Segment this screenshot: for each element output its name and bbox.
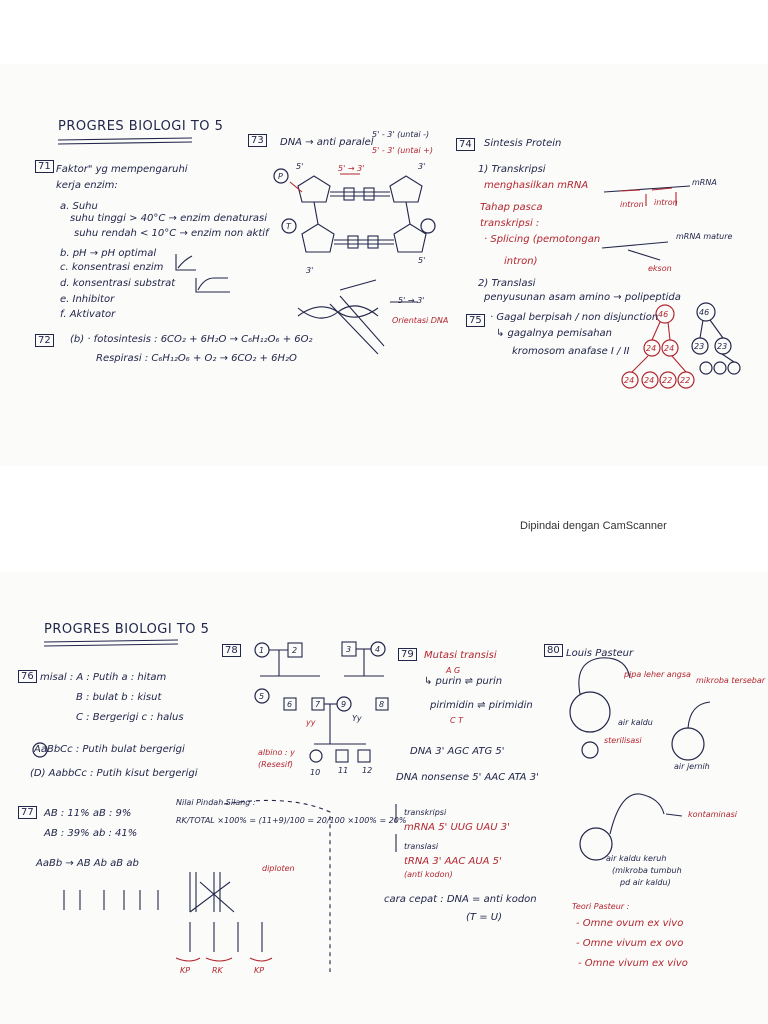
q73-label-5: 5'	[296, 162, 304, 171]
q80-teori-3: - Omne vivum ex vivo	[578, 958, 688, 969]
pedigree-label-2: 2	[292, 646, 298, 655]
q79-transkripsi: transkripsi	[404, 808, 447, 817]
q73-orient-label: 5' → 3'	[398, 296, 425, 305]
question-76-number: 76	[18, 670, 37, 683]
pedigree-label-1: 1	[259, 646, 265, 655]
q74-step-2a: penyusunan asam amino → polipeptida	[484, 292, 681, 303]
question-72-number: 72	[35, 334, 54, 347]
q74-mrna-mature: mRNA mature	[676, 232, 733, 241]
question-77-number: 77	[18, 806, 37, 819]
question-74-number: 74	[456, 138, 475, 151]
q74-heading: Sintesis Protein	[484, 138, 562, 149]
q80-sterilisasi: sterilisasi	[604, 736, 642, 745]
question-71-number: 71	[35, 160, 54, 173]
q74-step-1e: intron)	[504, 256, 538, 267]
pedigree-label-10: 10	[310, 768, 321, 777]
q73-arrow-label: 5' → 3'	[338, 164, 365, 173]
q73-strand-1: 5' - 3' (untai -)	[372, 130, 430, 139]
q77-line-2: AB : 39% ab : 41%	[44, 828, 138, 839]
q73-p-label: P	[278, 172, 283, 181]
q73-t-label: T	[286, 222, 291, 231]
pedigree-label-4: 4	[375, 645, 381, 654]
q71-item-d: d. konsentrasi substrat	[60, 278, 176, 289]
q75-cell-bottom-2: 24	[644, 376, 655, 385]
pedigree-label-7: 7	[315, 700, 321, 709]
q80-keruh-2: (mikroba tumbuh	[612, 866, 682, 875]
q74-ekson: ekson	[648, 264, 672, 273]
q74-step-1: 1) Transkripsi	[478, 164, 546, 175]
q79-line-2-sub: C T	[450, 716, 464, 725]
q71-heading-1: Faktor" yg mempengaruhi	[56, 164, 188, 175]
pedigree-label-6: 6	[287, 700, 293, 709]
q76-misal: misal : A : Putih a : hitam	[40, 672, 167, 683]
q80-leher-angsa: pipa leher angsa	[624, 670, 691, 679]
q78-albino: albino : y	[258, 748, 295, 757]
pedigree-label-12: 12	[362, 766, 373, 775]
pedigree-label-9: 9	[341, 700, 347, 709]
q79-line-1: ↳ purin ⇌ purin	[424, 676, 503, 687]
q76-gene-b: B : bulat b : kisut	[76, 692, 162, 703]
q80-air-jernih: air jernih	[674, 762, 710, 771]
page-title: PROGRES BIOLOGI TO 5	[58, 119, 224, 134]
q76-gene-c: C : Bergerigi c : halus	[76, 712, 184, 723]
q75-cell-bottom-1: 24	[624, 376, 635, 385]
question-75-number: 75	[466, 314, 485, 327]
q71-item-f: f. Aktivator	[60, 309, 116, 320]
q76-answer-2: (D) AabbCc : Putih kisut bergerigi	[30, 768, 198, 779]
q80-heading: Louis Pasteur	[566, 648, 634, 659]
q71-item-a2: suhu rendah < 10°C → enzim non aktif	[74, 228, 269, 239]
q75-cell-23a: 23	[694, 342, 705, 351]
q80-kontaminasi: kontaminasi	[688, 810, 738, 819]
q71-item-c: c. konsentrasi enzim	[60, 262, 164, 273]
q80-air-kaldu: air kaldu	[618, 718, 653, 727]
q72-line-1: (b) · fotosintesis : 6CO₂ + 6H₂O → C₆H₁₂O₆ + 6O₂	[70, 334, 313, 345]
q80-teori: Teori Pasteur :	[572, 902, 630, 911]
q75-line-3: kromosom anafase I / II	[512, 346, 630, 357]
q79-dna-nonsense: DNA nonsense 5' AAC ATA 3'	[396, 772, 539, 783]
pedigree-genotype-yy: yy	[306, 718, 316, 727]
q75-cell-24b: 24	[664, 344, 675, 353]
q75-cell-bottom-4: 22	[680, 376, 691, 385]
q79-dna: DNA 3' AGC ATG 5'	[410, 746, 505, 757]
q75-cell-23b: 23	[717, 342, 728, 351]
q75-line-1: · Gagal berpisah / non disjunction	[490, 312, 659, 323]
page-title-2: PROGRES BIOLOGI TO 5	[44, 622, 210, 637]
scanned-page-1	[0, 64, 768, 466]
q80-teori-2: - Omne vivum ex ovo	[576, 938, 684, 949]
q79-antikodon: (anti kodon)	[404, 870, 453, 879]
q77-nilai: Nilai Pindah Silang :	[176, 798, 256, 807]
q77-formula: RK/TOTAL ×100% = (11+9)/100 = 20/100 ×100% = 20%	[176, 816, 407, 825]
pedigree-label-5: 5	[259, 692, 265, 701]
q75-line-2: ↳ gagalnya pemisahan	[496, 328, 613, 339]
q80-keruh-1: air kaldu keruh	[606, 854, 667, 863]
q73-strand-2: 5' - 3' (untai +)	[372, 146, 433, 155]
question-79-number: 79	[398, 648, 417, 661]
q71-item-b: b. pH → pH optimal	[60, 248, 157, 259]
q75-cell-46-red: 46	[658, 310, 669, 319]
q79-translasi: translasi	[404, 842, 439, 851]
q77-kp-1: KP	[180, 966, 191, 975]
q75-cell-bottom-3: 22	[662, 376, 673, 385]
q71-item-e: e. Inhibitor	[60, 294, 115, 305]
q74-step-1b: Tahap pasca	[480, 202, 543, 213]
q74-step-2: 2) Translasi	[478, 278, 536, 289]
pedigree-label-8: 8	[379, 700, 385, 709]
q72-line-2: Respirasi : C₆H₁₂O₆ + O₂ → 6CO₂ + 6H₂O	[96, 353, 297, 364]
q77-cross: AaBb → AB Ab aB ab	[36, 858, 139, 869]
q77-line-1: AB : 11% aB : 9%	[44, 808, 132, 819]
q79-mrna: mRNA 5' UUG UAU 3'	[404, 822, 510, 833]
scanner-watermark: Dipindai dengan CamScanner	[520, 520, 667, 532]
q73-label-31: 3'	[306, 266, 314, 275]
pedigree-label-3: 3	[346, 645, 352, 654]
q71-item-a1: suhu tinggi > 40°C → enzim denaturasi	[70, 213, 267, 224]
q80-keruh-3: pd air kaldu)	[620, 878, 671, 887]
q79-line-1-sub: A G	[446, 666, 461, 675]
q79-heading: Mutasi transisi	[424, 650, 497, 661]
q74-intron-2: intron	[654, 198, 678, 207]
page2-drawings	[0, 572, 768, 1024]
q75-cell-46: 46	[699, 308, 710, 317]
q73-label-51: 5'	[418, 256, 426, 265]
q74-step-1a: menghasilkan mRNA	[484, 180, 589, 191]
question-78-number: 78	[222, 644, 241, 657]
q78-resesif: (Resesif)	[258, 760, 294, 769]
pedigree-label-11: 11	[338, 766, 349, 775]
q74-intron-1: intron	[620, 200, 644, 209]
scanned-page-2	[0, 572, 768, 1024]
q77-diploten: diploten	[262, 864, 295, 873]
q79-trna: tRNA 3' AAC AUA 5'	[404, 856, 502, 867]
q74-step-1c: transkripsi :	[480, 218, 540, 229]
q75-cell-24a: 24	[646, 344, 657, 353]
q74-step-1d: · Splicing (pemotongan	[484, 234, 601, 245]
q80-teori-1: - Omne ovum ex vivo	[576, 918, 684, 929]
q71-heading-2: kerja enzim:	[56, 180, 118, 191]
q76-answer-1: AaBbCc : Putih bulat bergerigi	[34, 744, 185, 755]
q73-orient-caption: Orientasi DNA	[392, 316, 449, 325]
question-73-number: 73	[248, 134, 267, 147]
q74-mrna-label: mRNA	[692, 178, 717, 187]
q77-rk: RK	[212, 966, 223, 975]
question-80-number: 80	[544, 644, 563, 657]
q79-t-u: (T = U)	[466, 912, 502, 923]
q71-item-a: a. Suhu	[60, 201, 98, 212]
q79-cara-cepat: cara cepat : DNA = anti kodon	[384, 894, 537, 905]
q77-kp-2: KP	[254, 966, 265, 975]
q80-mikroba: mikroba tersebar	[696, 676, 766, 685]
q73-label-3: 3'	[418, 162, 426, 171]
pedigree-genotype-Yy: Yy	[352, 714, 362, 723]
q73-heading: DNA → anti paralel	[280, 137, 374, 148]
q79-line-2: pirimidin ⇌ pirimidin	[430, 700, 533, 711]
